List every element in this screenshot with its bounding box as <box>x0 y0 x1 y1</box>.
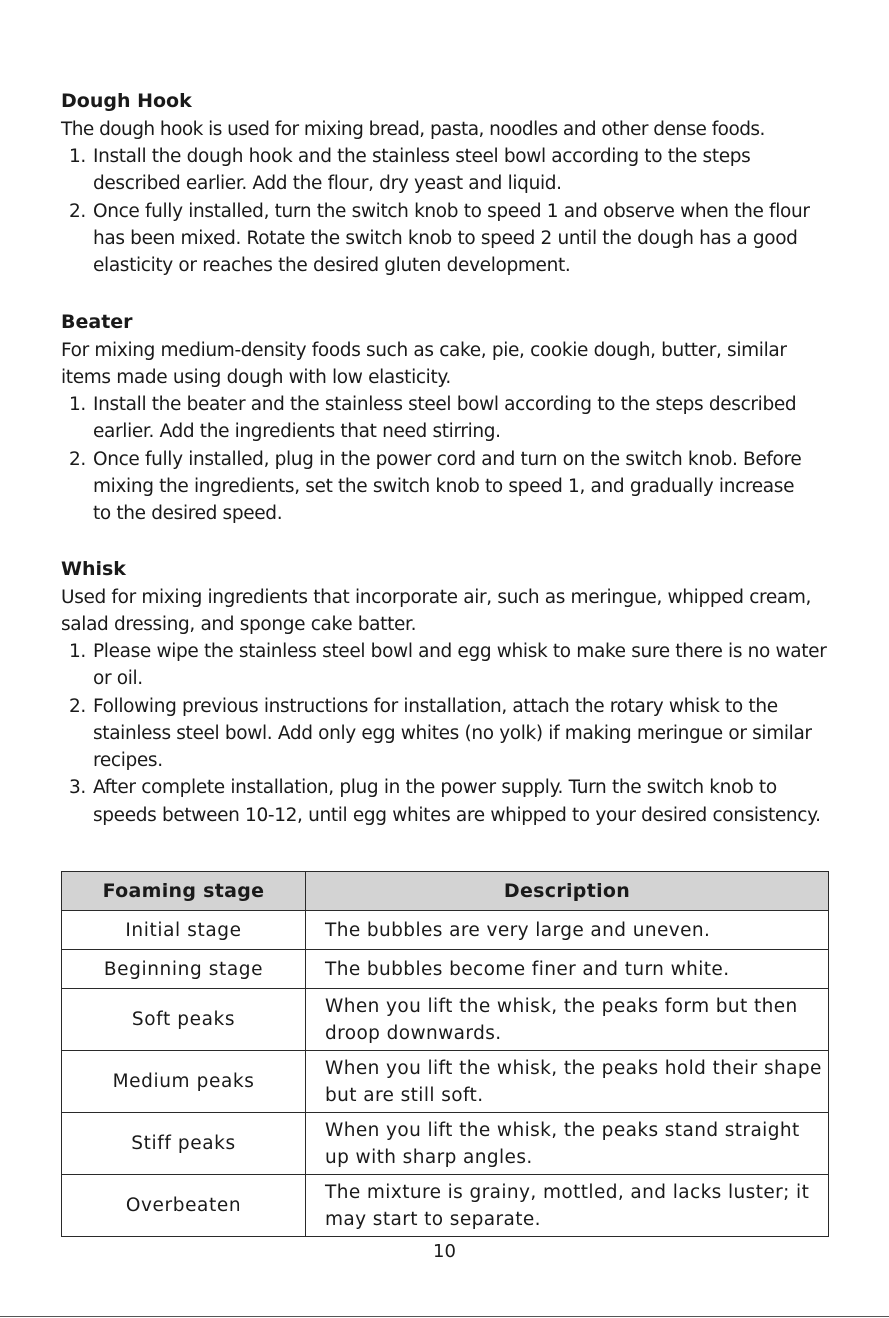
description-cell: The mixture is grainy, mottled, and lacks luster; it may start to separate. <box>306 1175 829 1237</box>
column-header-description: Description <box>306 872 829 911</box>
table-row <box>62 911 829 950</box>
description-cell: The bubbles are very large and uneven. <box>306 911 829 950</box>
section-heading-dough-hook: Dough Hook <box>61 90 192 112</box>
beater-intro: For mixing medium-density foods such as cake, pie, cookie dough, butter, similar items made using dough with low elasticity. <box>61 340 787 389</box>
description-cell: When you lift the whisk, the peaks form but then droop downwards. <box>306 989 829 1051</box>
section-heading-whisk: Whisk <box>61 558 126 580</box>
whisk-steps <box>61 638 831 829</box>
list-item: 1. Install the dough hook and the stainless steel bowl according to the steps described earlier. Add the flour, dry yeast and liquid. <box>69 146 751 195</box>
column-header-foaming-stage: Foaming stage <box>62 872 306 911</box>
list-item: 2. Following previous instructions for installation, attach the rotary whisk to the stainless steel bowl. Add only egg whites (no yolk) if making meringue or similar recipes. <box>69 695 812 772</box>
stage-cell: Stiff peaks <box>62 1113 306 1175</box>
list-item: 2. Once fully installed, plug in the power cord and turn on the switch knob. Before mixing the ingredients, set the switch knob to speed 1, and gradually increase to the desired speed. <box>69 448 802 525</box>
description-cell: When you lift the whisk, the peaks stand straight up with sharp angles. <box>306 1113 829 1175</box>
page-number: 10 <box>433 1241 456 1262</box>
stage-cell: Medium peaks <box>62 1051 306 1113</box>
list-item: 2. Once fully installed, turn the switch knob to speed 1 and observe when the flour has been mixed. Rotate the switch knob to speed 2 until the dough has a good elasticity or reaches the desired gluten development. <box>69 200 810 277</box>
list-item: 1. Install the beater and the stainless steel bowl according to the steps described earlier. Add the ingredients that need stirring. <box>69 394 797 443</box>
table-row <box>62 950 829 989</box>
table-header-row <box>62 872 829 911</box>
list-item: 3. After complete installation, plug in the power supply. Turn the switch knob to speeds between 10-12, until egg whites are whipped to your desired consistency. <box>69 777 821 826</box>
stage-cell: Overbeaten <box>62 1175 306 1237</box>
table-row <box>62 1113 829 1175</box>
description-cell: The bubbles become finer and turn white. <box>306 950 829 989</box>
table-row <box>62 1051 829 1113</box>
beater-steps <box>61 391 816 527</box>
dough-hook-steps <box>61 143 831 279</box>
section-heading-beater: Beater <box>61 311 133 333</box>
whisk-intro: Used for mixing ingredients that incorporate air, such as meringue, whipped cream, salad dressing, and sponge cake batter. <box>61 587 812 636</box>
description-cell: When you lift the whisk, the peaks hold their shape but are still soft. <box>306 1051 829 1113</box>
table-row <box>62 1175 829 1237</box>
stage-cell: Initial stage <box>62 911 306 950</box>
dough-hook-intro: The dough hook is used for mixing bread, pasta, noodles and other dense foods. <box>61 119 765 140</box>
foaming-stage-table <box>61 871 829 1237</box>
list-item: 1. Please wipe the stainless steel bowl and egg whisk to make sure there is no water or oil. <box>69 641 827 690</box>
bottom-divider <box>0 1316 889 1317</box>
stage-cell: Soft peaks <box>62 989 306 1051</box>
stage-cell: Beginning stage <box>62 950 306 989</box>
table-row <box>62 989 829 1051</box>
